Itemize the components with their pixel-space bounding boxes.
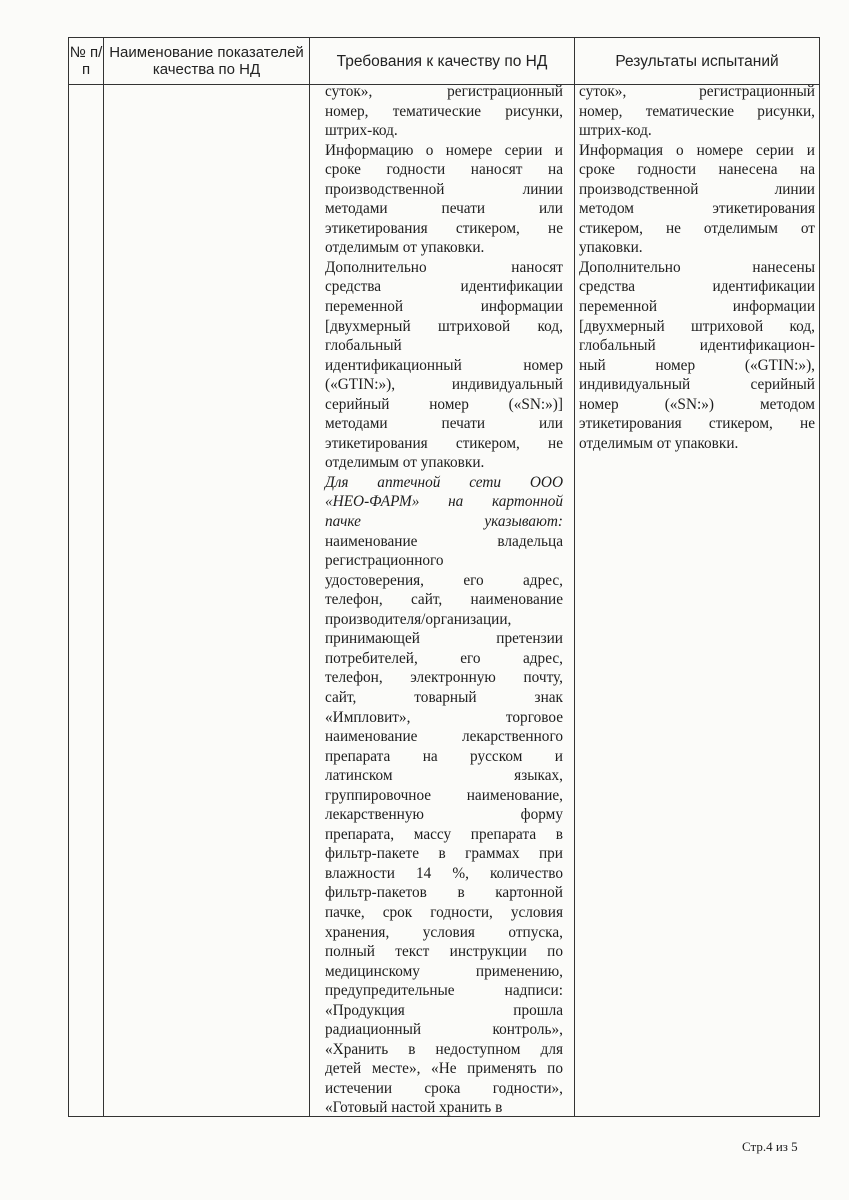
text-line: принимающей претензии	[325, 630, 563, 648]
text-line: Для аптечной сети ООО	[325, 473, 563, 491]
text-line: предупредительные надписи:	[325, 982, 563, 1000]
text-line: штрих-код.	[579, 122, 652, 140]
text-line: влажности 14 %, количество	[325, 864, 563, 882]
text-line: регистрационного	[325, 552, 444, 570]
text-line: наименование владельца	[325, 532, 563, 550]
text-line: отделимым от упаковки.	[579, 434, 739, 452]
results-cell	[579, 82, 815, 453]
header-number: № п/п	[69, 44, 103, 78]
text-line: переменной информации	[325, 298, 563, 316]
text-line: пачке, срок годности, условия	[325, 903, 563, 921]
text-line: фильтр-пакете в граммах при	[325, 845, 563, 863]
text-line: методом этикетирования	[579, 200, 815, 218]
text-line: производителя/организации,	[325, 610, 512, 628]
text-line: стикером, не отделимым от	[579, 219, 815, 237]
text-line: истечении срока годности»,	[325, 1079, 563, 1097]
text-line: ный номер («GTIN:»),	[579, 356, 815, 374]
header-indicator-name: Наименование показателей качества по НД	[109, 44, 304, 78]
text-line: препарата на русском и	[325, 747, 563, 765]
text-line: номер, тематические рисунки,	[579, 102, 815, 120]
text-line: лекарственную форму	[325, 806, 563, 824]
column-divider	[309, 38, 310, 1116]
column-divider	[574, 38, 575, 1116]
text-line: упаковки.	[579, 239, 643, 257]
text-line: сроке годности наносят на	[325, 161, 563, 179]
text-line: этикетирования стикером, не	[325, 434, 563, 452]
text-line: отделимым от упаковки.	[325, 239, 485, 257]
text-line: «Готовый настой хранить в	[325, 1099, 503, 1117]
text-line: «Импловит», торговое	[325, 708, 563, 726]
text-line: «Продукция прошла	[325, 1001, 563, 1019]
text-line: переменной информации	[579, 298, 815, 316]
text-line: латинском языках,	[325, 767, 563, 785]
text-line: этикетирования стикером, не	[579, 415, 815, 433]
text-line: суток», регистрационный	[325, 83, 563, 100]
text-line: средства идентификации	[579, 278, 815, 296]
text-line: «НЕО-ФАРМ» на картонной	[325, 493, 563, 511]
text-line: («GTIN:»), индивидуальный	[325, 376, 563, 394]
text-line: глобальный	[325, 337, 402, 355]
text-line: фильтр-пакетов в картонной	[325, 884, 563, 902]
text-line: Информация о номере серии и	[579, 141, 815, 159]
text-line: штрих-код.	[325, 122, 398, 140]
text-line: идентификационный номер	[325, 356, 563, 374]
text-line: наименование лекарственного	[325, 728, 563, 746]
text-line: индивидуальный серийный	[579, 376, 815, 394]
text-line: глобальный идентификацион-	[579, 337, 815, 355]
text-line: потребителей, его адрес,	[325, 649, 563, 667]
text-line: номер («SN:») методом	[579, 395, 815, 413]
text-line: производственной линии	[579, 180, 815, 198]
text-line: методами печати или	[325, 415, 563, 433]
requirements-cell	[325, 82, 563, 1118]
text-line: номер, тематические рисунки,	[325, 102, 563, 120]
text-line: производственной линии	[325, 180, 563, 198]
text-line: Дополнительно нанесены	[579, 258, 815, 276]
text-line: сроке годности нанесена на	[579, 161, 815, 179]
text-line: полный текст инструкции по	[325, 943, 563, 961]
text-line: суток», регистрационный	[579, 83, 815, 100]
text-line: Информацию о номере серии и	[325, 141, 563, 159]
quality-table	[68, 37, 820, 1117]
text-line: удостоверения, его адрес,	[325, 571, 563, 589]
text-line: радиационный контроль»,	[325, 1021, 563, 1039]
text-line: Дополнительно наносят	[325, 258, 563, 276]
text-line: детей месте», «Не применять по	[325, 1060, 563, 1078]
text-line: группировочное наименование,	[325, 786, 563, 804]
text-line: телефон, электронную почту,	[325, 669, 563, 687]
header-requirements: Требования к качеству по НД	[336, 52, 548, 70]
text-line: серийный номер («SN:»)]	[325, 395, 563, 413]
text-line: сайт, товарный знак	[325, 688, 563, 706]
page-number: Стр.4 из 5	[742, 1139, 798, 1154]
column-divider	[103, 38, 104, 1116]
text-line: пачке указывают:	[325, 513, 563, 531]
text-line: препарата, массу препарата в	[325, 825, 563, 843]
text-line: методами печати или	[325, 200, 563, 218]
text-line: средства идентификации	[325, 278, 563, 296]
text-line: [двухмерный штриховой код,	[325, 317, 563, 335]
text-line: [двухмерный штриховой код,	[579, 317, 815, 335]
text-line: отделимым от упаковки.	[325, 454, 485, 472]
text-line: хранения, условия отпуска,	[325, 923, 563, 941]
text-line: медицинскому применению,	[325, 962, 563, 980]
text-line: телефон, сайт, наименование	[325, 591, 563, 609]
text-line: этикетирования стикером, не	[325, 219, 563, 237]
text-line: «Хранить в недоступном для	[325, 1040, 563, 1058]
header-results: Результаты испытаний	[615, 52, 779, 70]
